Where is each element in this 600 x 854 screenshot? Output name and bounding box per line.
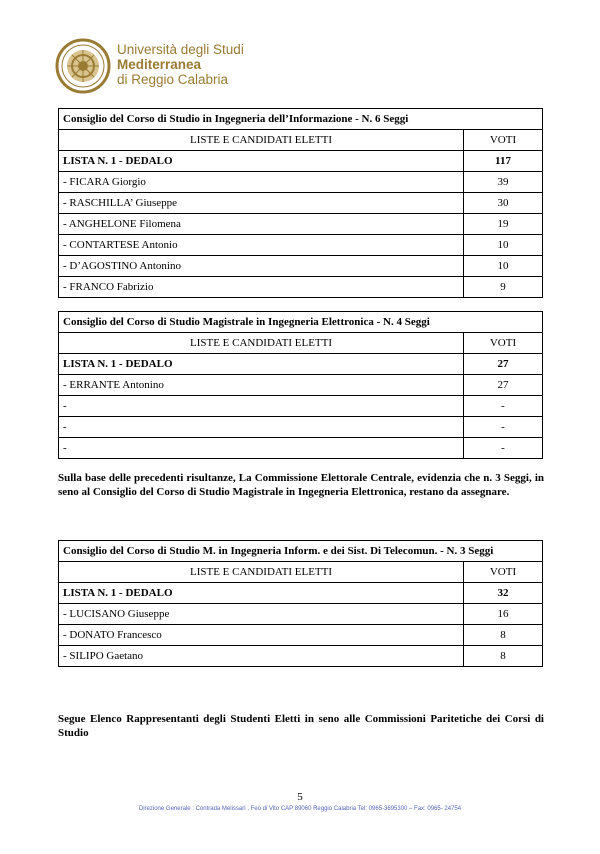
candidate-votes: 39 — [464, 172, 543, 193]
column-header-votes: VOTI — [464, 562, 543, 583]
candidate-name: - — [59, 417, 464, 438]
page-number: 5 — [297, 791, 303, 803]
candidate-name: - FICARA Giorgio — [59, 172, 464, 193]
candidate-name: - ANGHELONE Filomena — [59, 214, 464, 235]
candidate-votes: 16 — [464, 604, 543, 625]
results-table-telecomunicazioni — [58, 540, 543, 667]
column-header-votes: VOTI — [464, 130, 543, 151]
table-row — [59, 417, 543, 438]
table-title: Consiglio del Corso di Studio Magistrale in Ingegneria Elettronica - N. 4 Seggi — [59, 312, 543, 333]
table-row — [59, 375, 543, 396]
remaining-seats-note: Sulla base delle precedenti risultanze, La Commissione Elettorale Centrale, evidenzia che n. 3 Seggi, in seno al Consiglio del Corso di Studio Magistrale in Ingegneria Elettronica, restano da assegnare. — [58, 472, 544, 498]
results-table-informazione — [58, 108, 543, 298]
column-header-candidates: LISTE E CANDIDATI ELETTI — [59, 130, 464, 151]
candidate-votes: 30 — [464, 193, 543, 214]
candidate-votes: - — [464, 396, 543, 417]
candidate-votes: - — [464, 438, 543, 459]
footer-address: Direzione Generale : Contrada Melissari , Feo di Vito CAP 89060 Reggio Calabria Tel: 0965-3695300 – Fax: 0965- 24754 — [138, 806, 462, 812]
column-header-candidates: LISTE E CANDIDATI ELETTI — [59, 333, 464, 354]
candidate-name: - FRANCO Fabrizio — [59, 277, 464, 298]
table-row — [59, 438, 543, 459]
results-table-elettronica — [58, 311, 543, 459]
candidate-name: - ERRANTE Antonino — [59, 375, 464, 396]
table-title: Consiglio del Corso di Studio in Ingegneria dell’Informazione - N. 6 Seggi — [59, 109, 543, 130]
candidate-votes: 10 — [464, 235, 543, 256]
candidate-votes: 8 — [464, 646, 543, 667]
table-row — [59, 396, 543, 417]
candidate-name: - SILIPO Gaetano — [59, 646, 464, 667]
candidate-votes: 10 — [464, 256, 543, 277]
candidate-name: - — [59, 396, 464, 417]
candidate-name: - D’AGOSTINO Antonino — [59, 256, 464, 277]
candidate-name: - RASCHILLA’ Giuseppe — [59, 193, 464, 214]
candidate-name: - — [59, 438, 464, 459]
column-header-votes: VOTI — [464, 333, 543, 354]
table-row — [59, 604, 543, 625]
table-row — [59, 625, 543, 646]
university-seal-icon — [55, 38, 111, 94]
table-row — [59, 256, 543, 277]
table-row — [59, 646, 543, 667]
candidate-name: - DONATO Francesco — [59, 625, 464, 646]
list-name: LISTA N. 1 - DEDALO — [59, 354, 464, 375]
list-votes: 117 — [464, 151, 543, 172]
list-votes: 27 — [464, 354, 543, 375]
university-name-line2: Mediterranea — [117, 57, 202, 72]
candidate-votes: - — [464, 417, 543, 438]
candidate-votes: 19 — [464, 214, 543, 235]
university-name-line1: Università degli Studi — [117, 42, 244, 57]
table-row — [59, 277, 543, 298]
list-name: LISTA N. 1 - DEDALO — [59, 151, 464, 172]
follow-up-note: Segue Elenco Rappresentanti degli Studenti Eletti in seno alle Commissioni Paritetiche dei Corsi di Studio — [58, 713, 544, 739]
candidate-name: - LUCISANO Giuseppe — [59, 604, 464, 625]
university-name — [117, 42, 244, 87]
candidate-votes: 27 — [464, 375, 543, 396]
table-row — [59, 235, 543, 256]
candidate-name: - CONTARTESE Antonio — [59, 235, 464, 256]
candidate-votes: 9 — [464, 277, 543, 298]
list-votes: 32 — [464, 583, 543, 604]
table-row — [59, 193, 543, 214]
university-header — [55, 38, 355, 94]
candidate-votes: 8 — [464, 625, 543, 646]
university-name-line3: di Reggio Calabria — [117, 72, 229, 87]
column-header-candidates: LISTE E CANDIDATI ELETTI — [59, 562, 464, 583]
table-row — [59, 172, 543, 193]
table-row — [59, 214, 543, 235]
table-title: Consiglio del Corso di Studio M. in Ingegneria Inform. e dei Sist. Di Telecomun. - N. 3 Seggi — [59, 541, 543, 562]
list-name: LISTA N. 1 - DEDALO — [59, 583, 464, 604]
